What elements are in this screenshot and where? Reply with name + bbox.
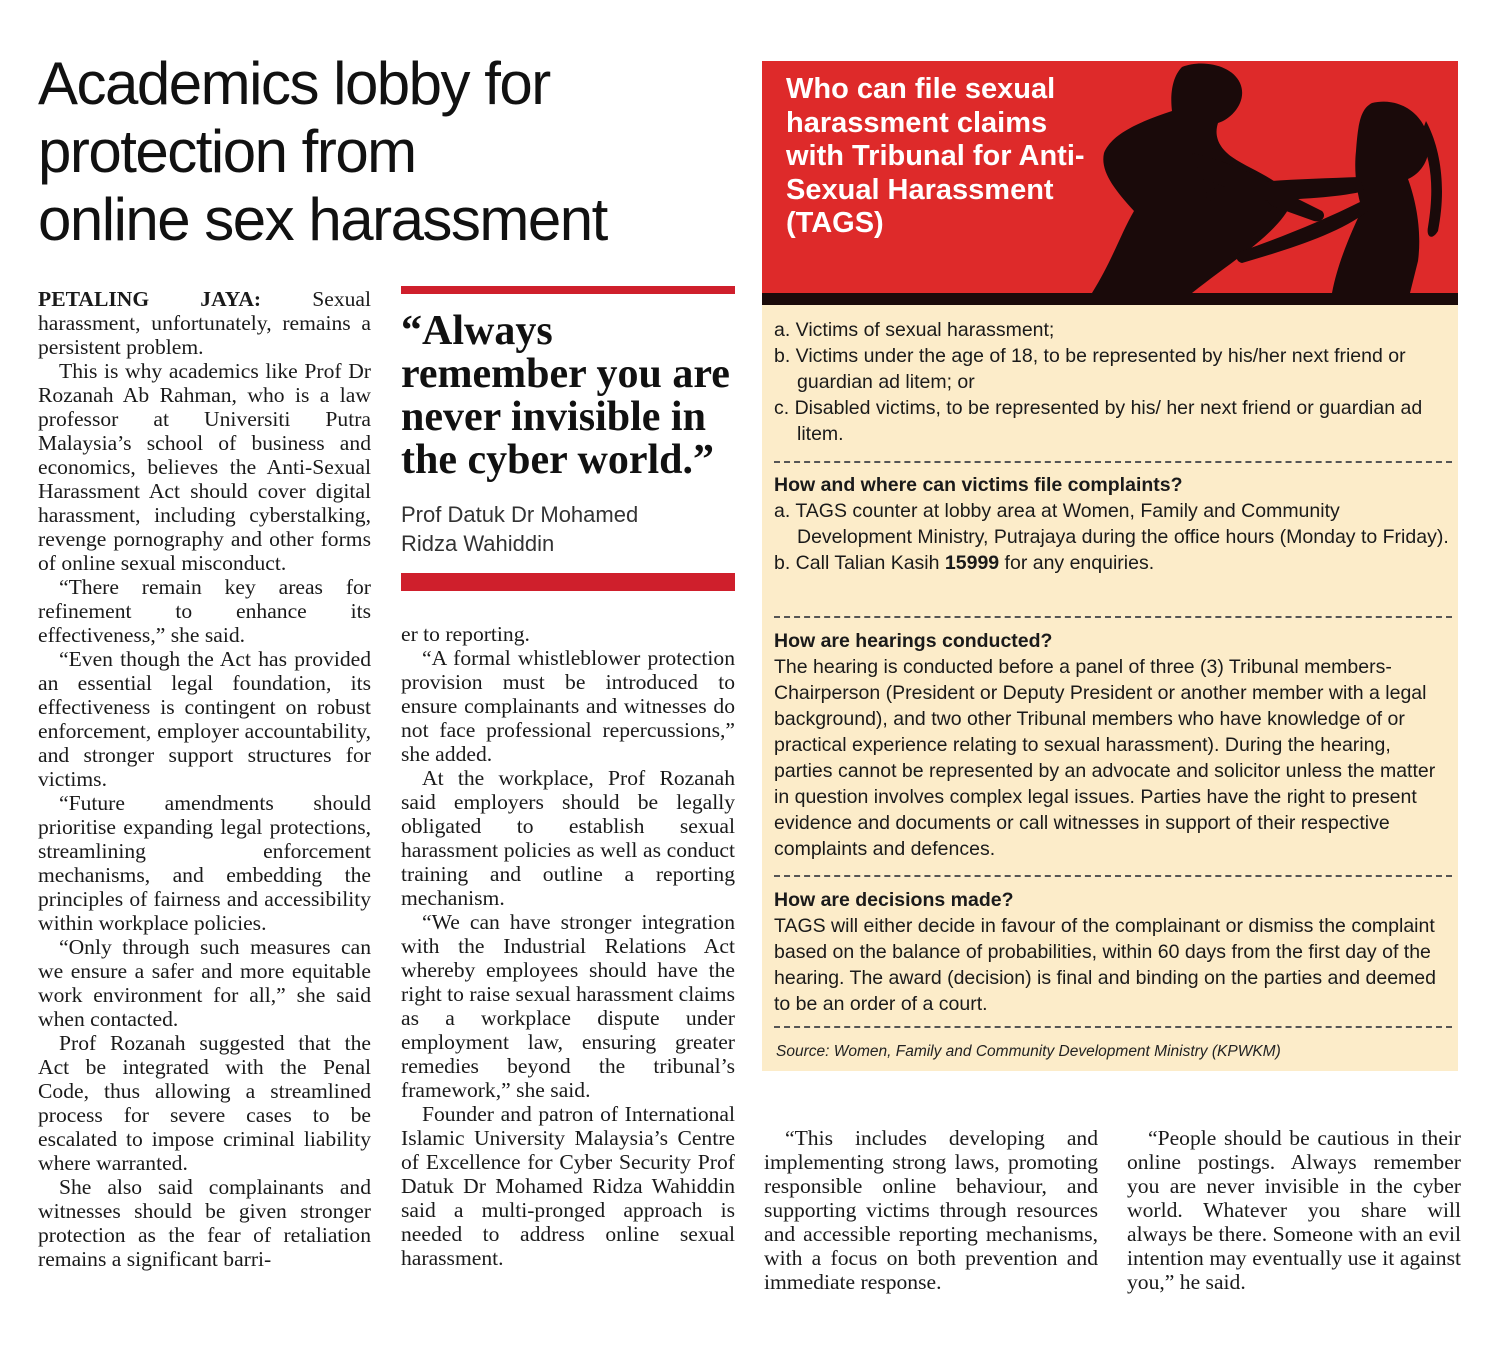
where-to-file-heading: How and where can victims file complaints? [774,474,1183,496]
article-paragraph: She also said complainants and witnesses should be given stronger protection as the fear of retaliation remains a significant barri- [38,1175,371,1271]
sidebar-divider [774,1026,1452,1028]
who-can-file-section [774,317,1454,447]
headline-line-2: protection from [38,118,416,185]
article-paragraph: “This includes developing and implementing strong laws, promoting responsible online behaviour, and supporting victims through resources and accessible reporting mechanisms, with a focus on both prevention and immediate response. [764,1126,1098,1294]
decisions-heading: How are decisions made? [774,889,1014,911]
article-paragraph: “A formal whistleblower protection provision must be introduced to ensure complainants and witnesses do not face professional repercussions,” she added. [401,646,735,766]
pullquote-bar-bottom [401,573,735,591]
where-to-file-item: a. TAGS counter at lobby area at Women, Family and Community Development Ministry, Putrajaya during the office hours (Monday to Friday). [774,500,1449,548]
article-paragraph: er to reporting. [401,622,530,646]
article-paragraph: Founder and patron of International Islamic University Malaysia’s Centre of Excellence for Cyber Security Prof Datuk Dr Mohamed Ridza Wahiddin said a multi-pronged approach is needed to address online sexual harassment. [401,1102,735,1270]
pullquote-attribution-line-2: Ridza Wahiddin [401,531,555,556]
sidebar-divider [774,875,1452,877]
tags-info-box [762,61,1458,1071]
where-to-file-section [774,472,1454,576]
pullquote-attribution [401,500,731,558]
pullquote-attribution-line-1: Prof Datuk Dr Mohamed [401,502,639,527]
article-paragraph: This is why academics like Prof Dr Rozanah Ab Rahman, who is a law professor at Universiti Putra Malaysia’s school of business and economics, believes the Anti-Sexual Harassment Act should cover digital harassment, including cyberstalking, revenge pornography and other forms of online sexual misconduct. [38,359,371,575]
article-paragraph: PETALING JAYA: Sexual harassment, unfortunately, remains a persistent problem. [38,287,371,359]
hearings-section [774,628,1454,862]
article-column-2 [401,622,735,1270]
sidebar-title: Who can file sexual harassment claims with Tribunal for Anti-Sexual Harassment (TAGS) [786,73,1085,239]
hotline-number: 15999 [944,552,1000,574]
article-paragraph: “We can have stronger integration with the Industrial Relations Act whereby employees should have the right to raise sexual harassment claims as a workplace dispute under employment law, ensuring greater remedies beyond the tribunal’s framework,” she said. [401,910,736,1102]
decisions-body: TAGS will either decide in favour of the complainant or dismiss the complaint based on the balance of probabilities, within 60 days from the first day of the hearing. The award (decision) is final and binding on the parties and deemed to be an order of a court. [774,915,1436,1015]
article-column-3 [764,1126,1098,1294]
article-column-4 [1127,1126,1461,1294]
headline [38,50,738,254]
headline-line-3: online sex harassment [38,186,607,253]
who-can-file-item: a. Victims of sexual harassment; [774,319,1055,341]
article-paragraph: At the workplace, Prof Rozanah said employers should be legally obligated to establish sexual harassment policies as well as conduct training and outline a reporting mechanism. [401,766,735,910]
article-paragraph: “Even though the Act has provided an essential legal foundation, its effectiveness is contingent on robust enforcement, employer accountability, and stronger support structures for victims. [38,647,371,791]
article-paragraph: Prof Rozanah suggested that the Act be integrated with the Penal Code, thus allowing a streamlined process for severe cases to be escalated to impose criminal liability where warranted. [38,1031,371,1175]
who-can-file-item: b. Victims under the age of 18, to be represented by his/her next friend or guardian ad litem; or [774,345,1406,393]
hearings-body: The hearing is conducted before a panel of three (3) Tribunal members-Chairperson (President or Deputy President or another member with a legal background), and two other Tribunal members who have knowledge of or practical experience relating to sexual harassment). During the hearing, parties cannot be represented by an advocate and solicitor unless the matter in question involves complex legal issues. Parties have the right to present evidence and documents or call witnesses in support of their respective complaints and defences. [774,656,1436,860]
sidebar-divider [774,616,1452,618]
where-to-file-item: b. Call Talian Kasih 15999 for any enquiries. [774,552,1155,574]
headline-line-1: Academics lobby for [38,50,550,117]
pullquote-bar-top [401,286,735,294]
sidebar-divider [774,461,1452,463]
pullquote-text: “Always remember you are never invisible in the cyber world.” [401,308,730,483]
sidebar-banner [762,61,1458,305]
hearings-heading: How are hearings conducted? [774,630,1053,652]
article-paragraph: “People should be cautious in their online postings. Always remember you are never invisible in the cyber world. Whatever you share will always be there. Someone with an evil intention may eventually use it against you,” he said. [1127,1126,1461,1294]
source-credit: Source: Women, Family and Community Development Ministry (KPWKM) [776,1043,1281,1060]
who-can-file-item: c. Disabled victims, to be represented by his/ her next friend or guardian ad litem. [774,397,1423,445]
article-paragraph: “Only through such measures can we ensure a safer and more equitable work environment for all,” she said when contacted. [38,935,371,1031]
dateline: PETALING JAYA: [38,287,262,311]
decisions-section [774,887,1454,1017]
article-paragraph: “Future amendments should prioritise expanding legal protections, streamlining enforcement mechanisms, and embedding the principles of fairness and accessibility within workplace policies. [38,791,371,935]
article-column-1 [38,287,371,1271]
banner-ground-strip [762,293,1458,305]
article-paragraph: “There remain key areas for refinement to enhance its effectiveness,” she said. [38,575,371,647]
